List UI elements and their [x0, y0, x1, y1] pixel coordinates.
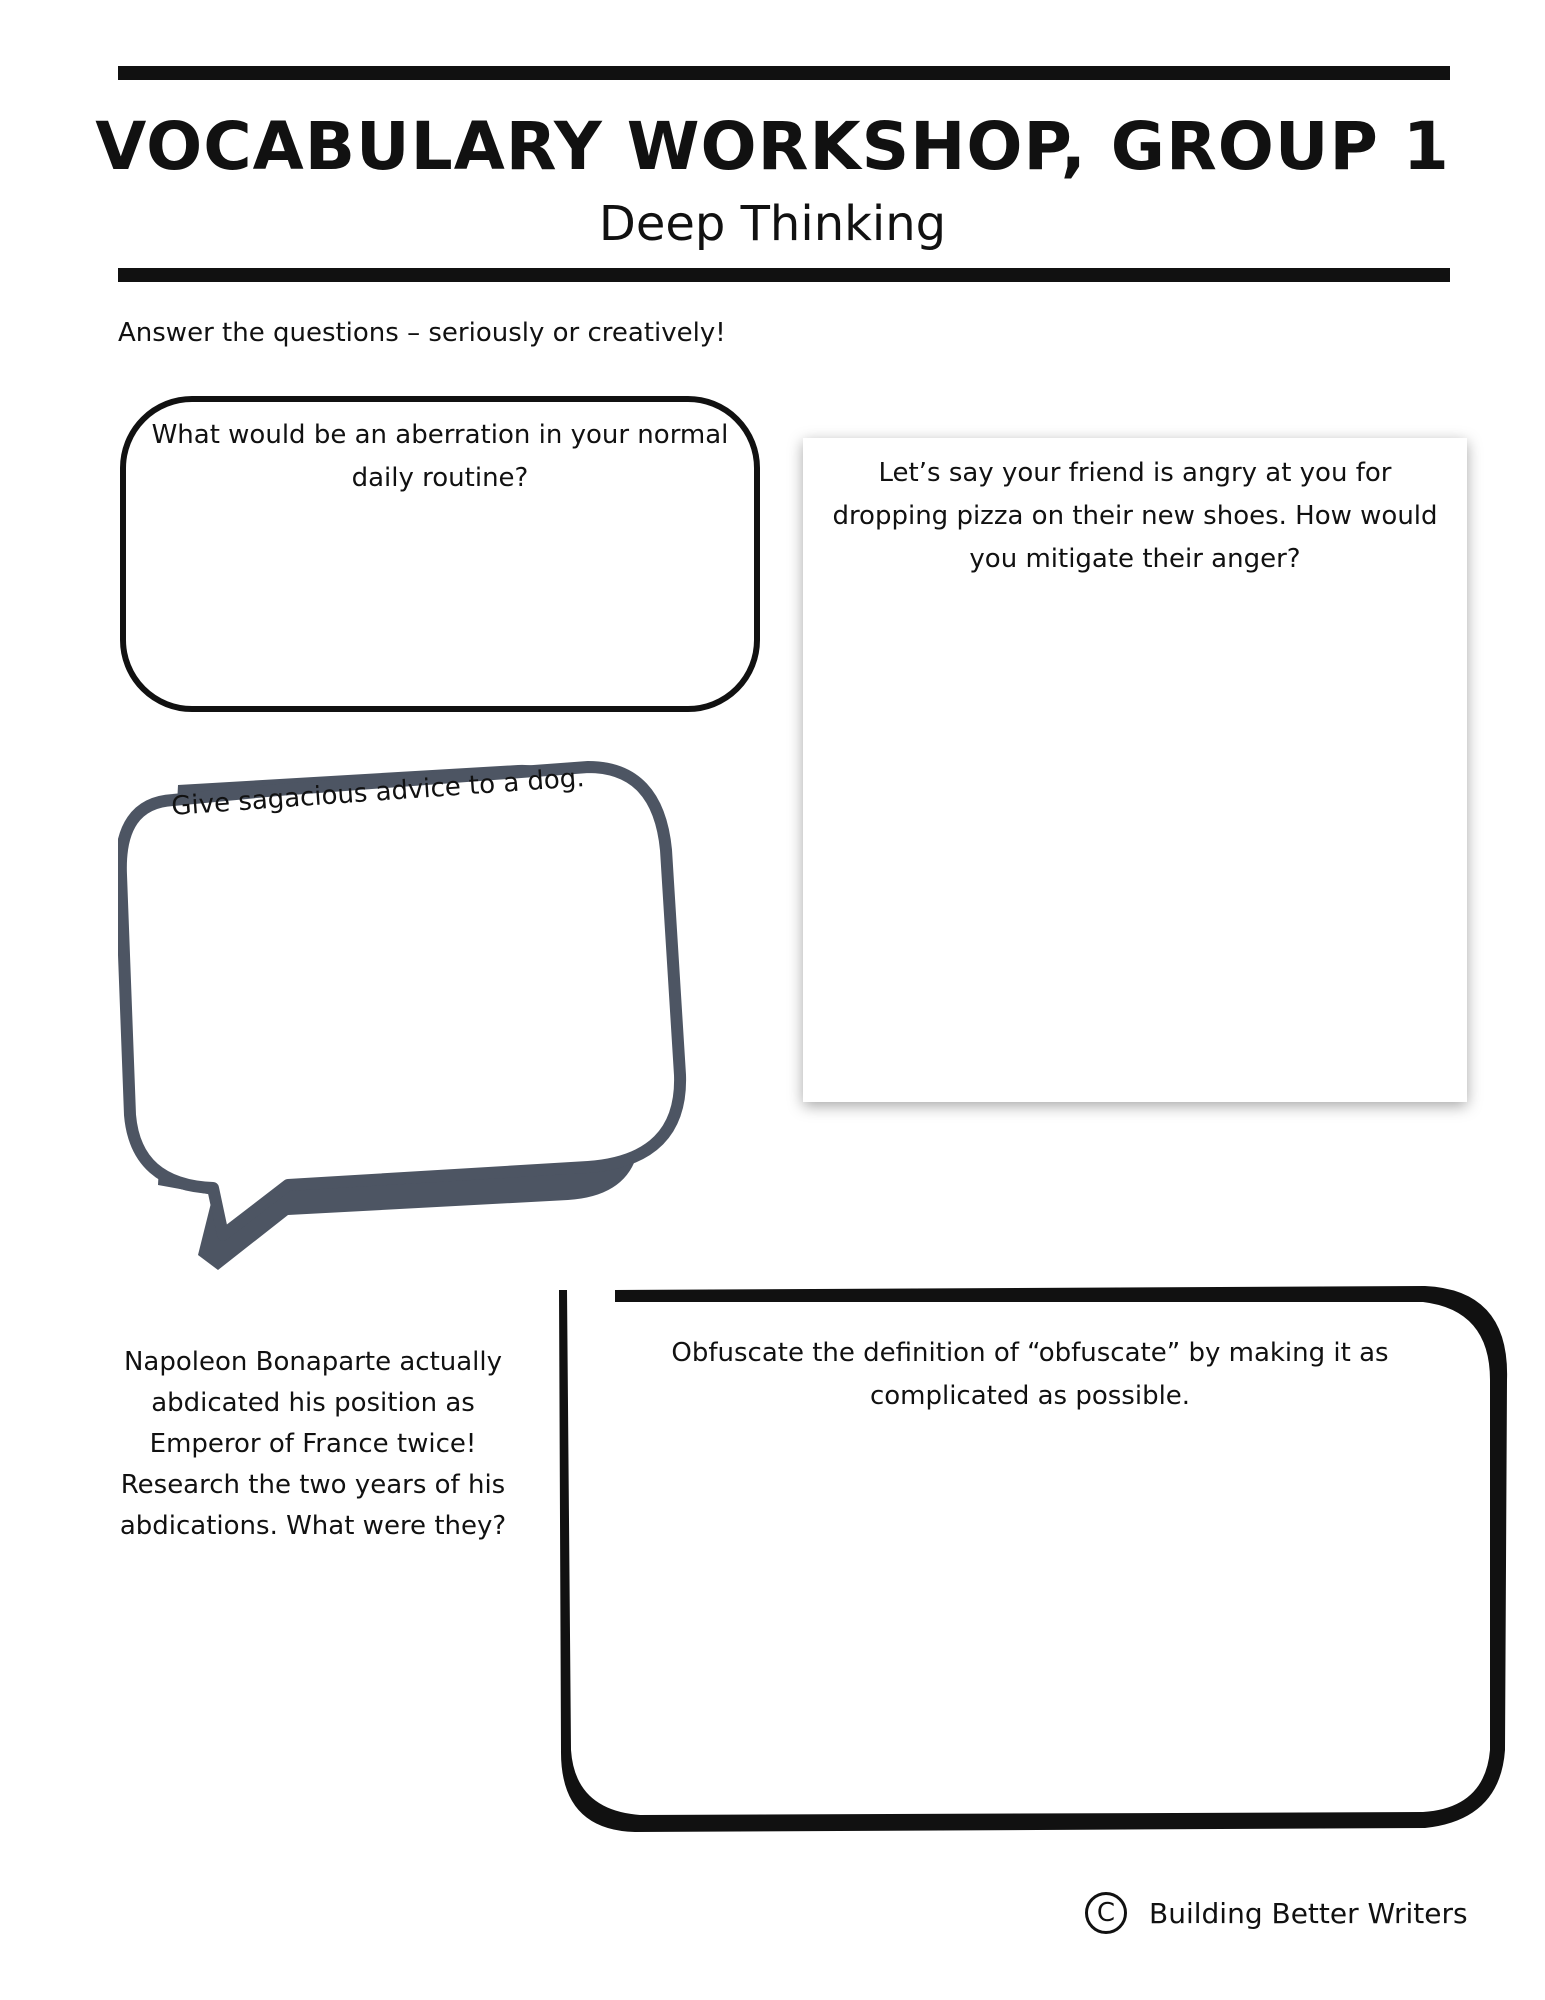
- footer: [1085, 1892, 1468, 1934]
- question-sagacious: Give sagacious advice to a dog.: [170, 763, 586, 822]
- instructions: Answer the questions – seriously or creatively!: [118, 318, 726, 348]
- footer-brand: Building Better Writers: [1149, 1896, 1468, 1930]
- page-subtitle: Deep Thinking: [598, 196, 947, 252]
- question-mitigate: Let’s say your friend is angry at you for dropping pizza on their new shoes. How would you mitigate their anger?: [832, 458, 1438, 574]
- copyright-icon: C: [1085, 1892, 1127, 1934]
- bottom-rule: [118, 268, 1450, 282]
- question-abdicated: Napoleon Bonaparte actually abdicated his position as Emperor of France twice! Research the two years of his abdications. What were they?: [119, 1347, 507, 1541]
- speech-bubble-sagacious[interactable]: [118, 755, 738, 1285]
- speech-bubble-outline: [121, 767, 680, 1235]
- question-obfuscate: Obfuscate the definition of “obfuscate” by making it as complicated as possible.: [671, 1338, 1389, 1411]
- top-rule: [118, 66, 1450, 80]
- question-aberration: What would be an aberration in your normal daily routine?: [151, 420, 729, 493]
- page-title: VOCABULARY WORKSHOP, GROUP 1: [95, 108, 1450, 185]
